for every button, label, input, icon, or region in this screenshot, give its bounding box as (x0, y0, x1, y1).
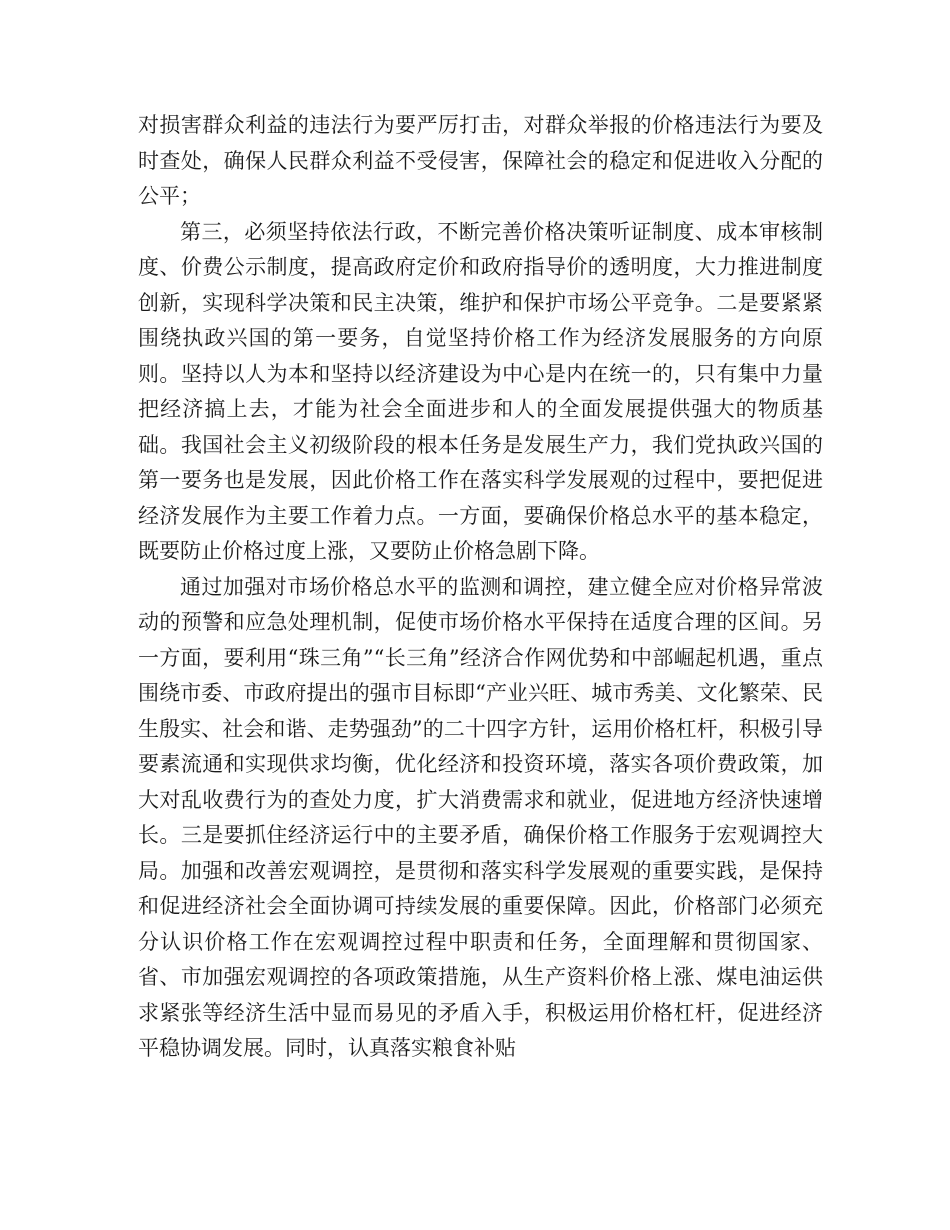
paragraph-1: 对损害群众利益的违法行为要严厉打击，对群众举报的价格违法行为要及时查处，确保人民群众利益不受侵害，保障社会的稳定和促进收入分配的公平； (138, 113, 823, 208)
paragraph-3: 通过加强对市场价格总水平的监测和调控，建立健全应对价格异常波动的预警和应急处理机制，促使市场价格水平保持在适度合理的区间。另一方面，要利用“珠三角”“长三角”经济合作网优势和中部崛起机遇，重点围绕市委、市政府提出的强市目标即“产业兴旺、城市秀美、文化繁荣、民生殷实、社会和谐、走势强劲”的二十四字方针，运用价格杠杆，积极引导要素流通和实现供求均衡，优化经济和投资环境，落实各项价费政策，加大对乱收费行为的查处力度，扩大消费需求和就业，促进地方经济快速增长。三是要抓住经济运行中的主要矛盾，确保价格工作服务于宏观调控大局。加强和改善宏观调控，是贯彻和落实科学发展观的重要实践，是保持和促进经济社会全面协调可持续发展的重要保障。因此，价格部门必须充分认识价格工作在宏观调控过程中职责和任务，全面理解和贯彻国家、省、市加强宏观调控的各项政策措施，从生产资料价格上涨、煤电油运供求紧张等经济生活中显而易见的矛盾入手，积极运用价格杠杆，促进经济平稳协调发展。同时，认真落实粮食补贴 (138, 574, 823, 1060)
document-body (138, 108, 823, 1067)
paragraph-2: 第三，必须坚持依法行政，不断完善价格决策听证制度、成本审核制度、价费公示制度，提高政府定价和政府指导价的透明度，大力推进制度创新，实现科学决策和民主决策，维护和保护市场公平竞争。二是要紧紧围绕执政兴国的第一要务，自觉坚持价格工作为经济发展服务的方向原则。坚持以人为本和坚持以经济建设为中心是内在统一的，只有集中力量把经济搞上去，才能为社会全面进步和人的全面发展提供强大的物质基础。我国社会主义初级阶段的根本任务是发展生产力，我们党执政兴国的第一要务也是发展，因此价格工作在落实科学发展观的过程中，要把促进经济发展作为主要工作着力点。一方面，要确保价格总水平的基本稳定，既要防止价格过度上涨，又要防止价格急剧下降。 (138, 219, 823, 563)
